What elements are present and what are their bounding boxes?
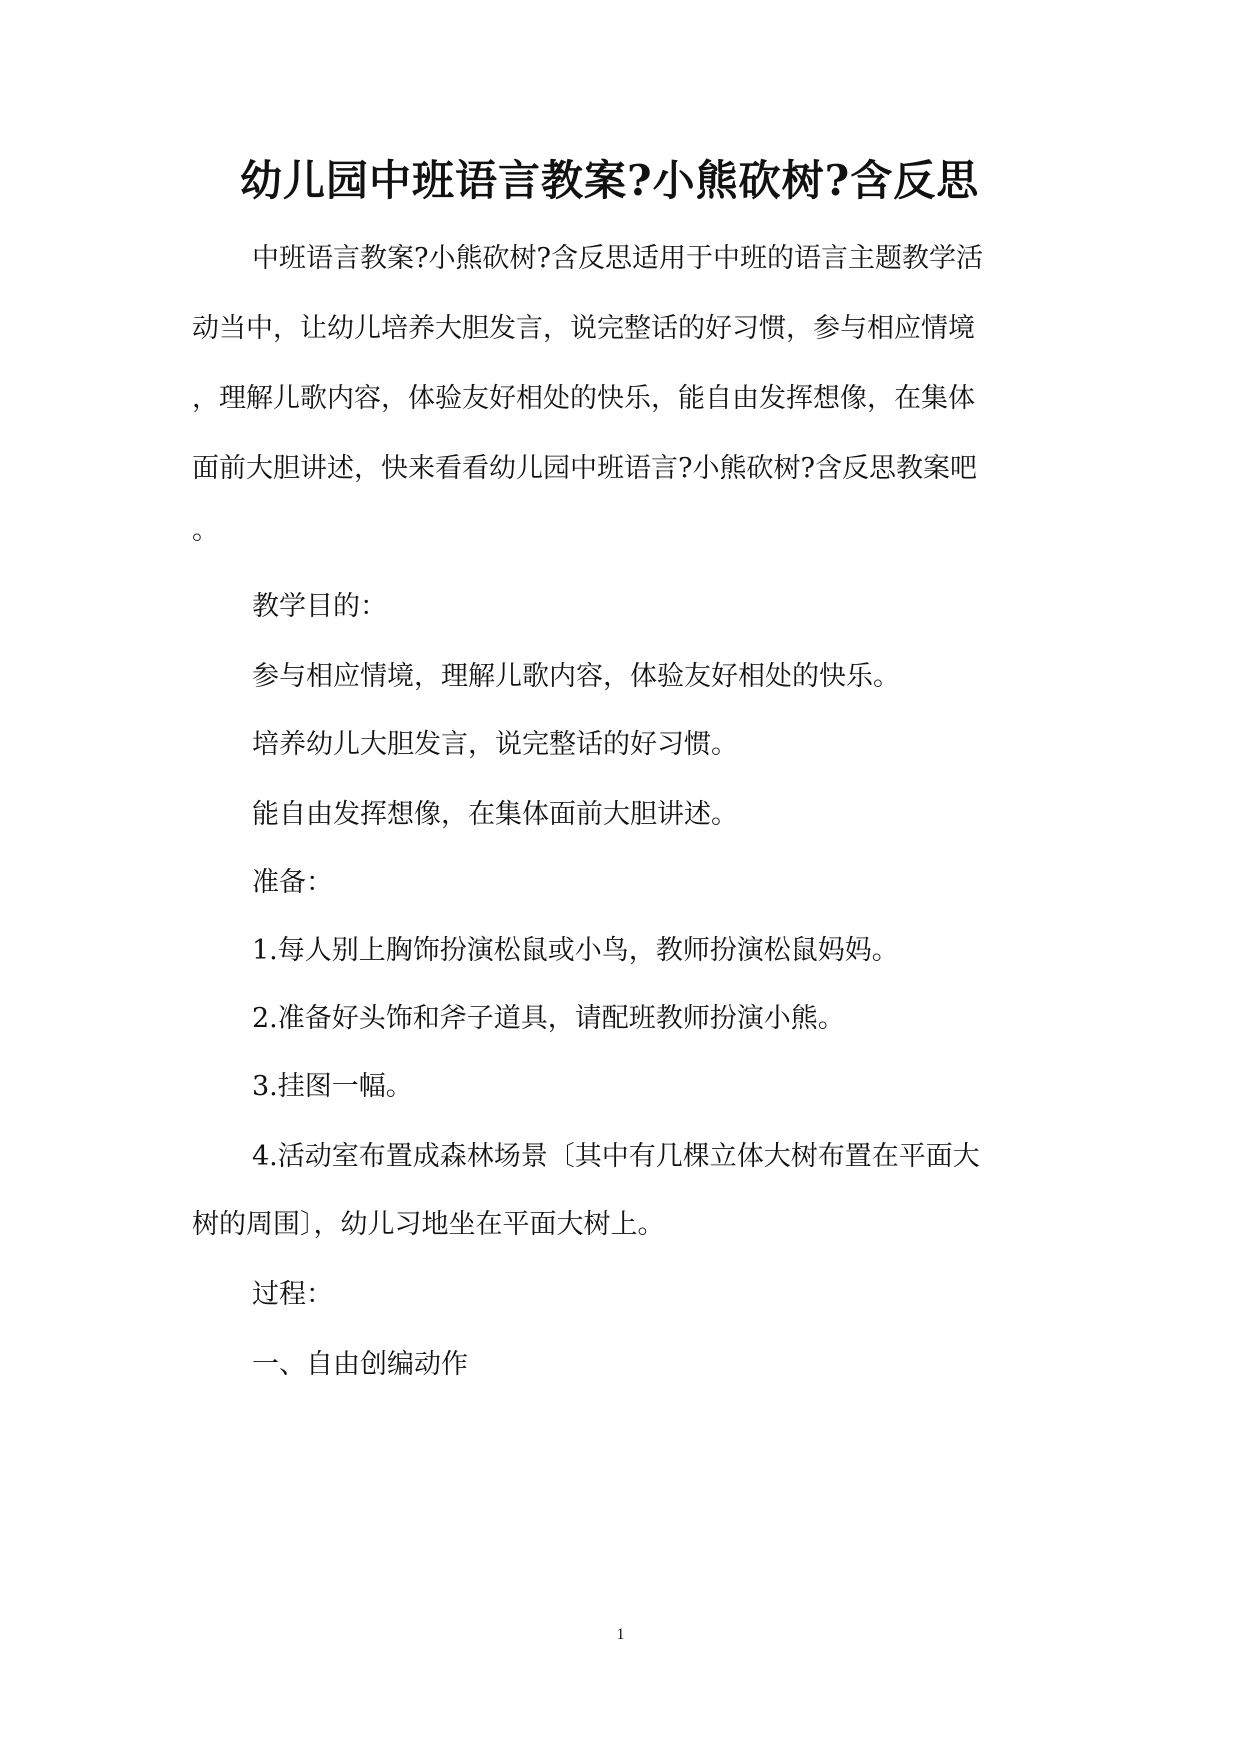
prep-item: 2.准备好头饰和斧子道具，请配班教师扮演小熊。 (252, 1003, 845, 1034)
intro-line: 中班语言教案?小熊砍树?含反思适用于中班的语言主题教学活 (252, 243, 983, 274)
prep-item: 3.挂图一幅。 (252, 1071, 413, 1102)
document-title: 幼儿园中班语言教案?小熊砍树?含反思 (240, 156, 980, 205)
intro-line: 。 (192, 515, 219, 546)
goal-item: 参与相应情境，理解儿歌内容，体验友好相处的快乐。 (252, 661, 900, 692)
process-heading: 过程： (252, 1279, 333, 1310)
intro-line: 面前大胆讲述，快来看看幼儿园中班语言?小熊砍树?含反思教案吧 (192, 453, 977, 484)
intro-line: 动当中，让幼儿培养大胆发言，说完整话的好习惯，参与相应情境 (192, 313, 975, 344)
prep-item: 1.每人别上胸饰扮演松鼠或小鸟，教师扮演松鼠妈妈。 (252, 935, 899, 966)
prep-heading: 准备： (252, 867, 333, 898)
prep-item: 4.活动室布置成森林场景〔其中有几棵立体大树布置在平面大 (252, 1141, 980, 1172)
goals-heading: 教学目的： (252, 591, 387, 622)
intro-line: ，理解儿歌内容，体验友好相处的快乐，能自由发挥想像，在集体 (192, 383, 975, 414)
page-number: 1 (616, 1626, 625, 1643)
prep-item-continued: 树的周围〕，幼儿习地坐在平面大树上。 (192, 1209, 665, 1240)
goal-item: 能自由发挥想像，在集体面前大胆讲述。 (252, 799, 738, 830)
process-step: 一、自由创编动作 (252, 1349, 468, 1380)
goal-item: 培养幼儿大胆发言，说完整话的好习惯。 (252, 729, 738, 760)
